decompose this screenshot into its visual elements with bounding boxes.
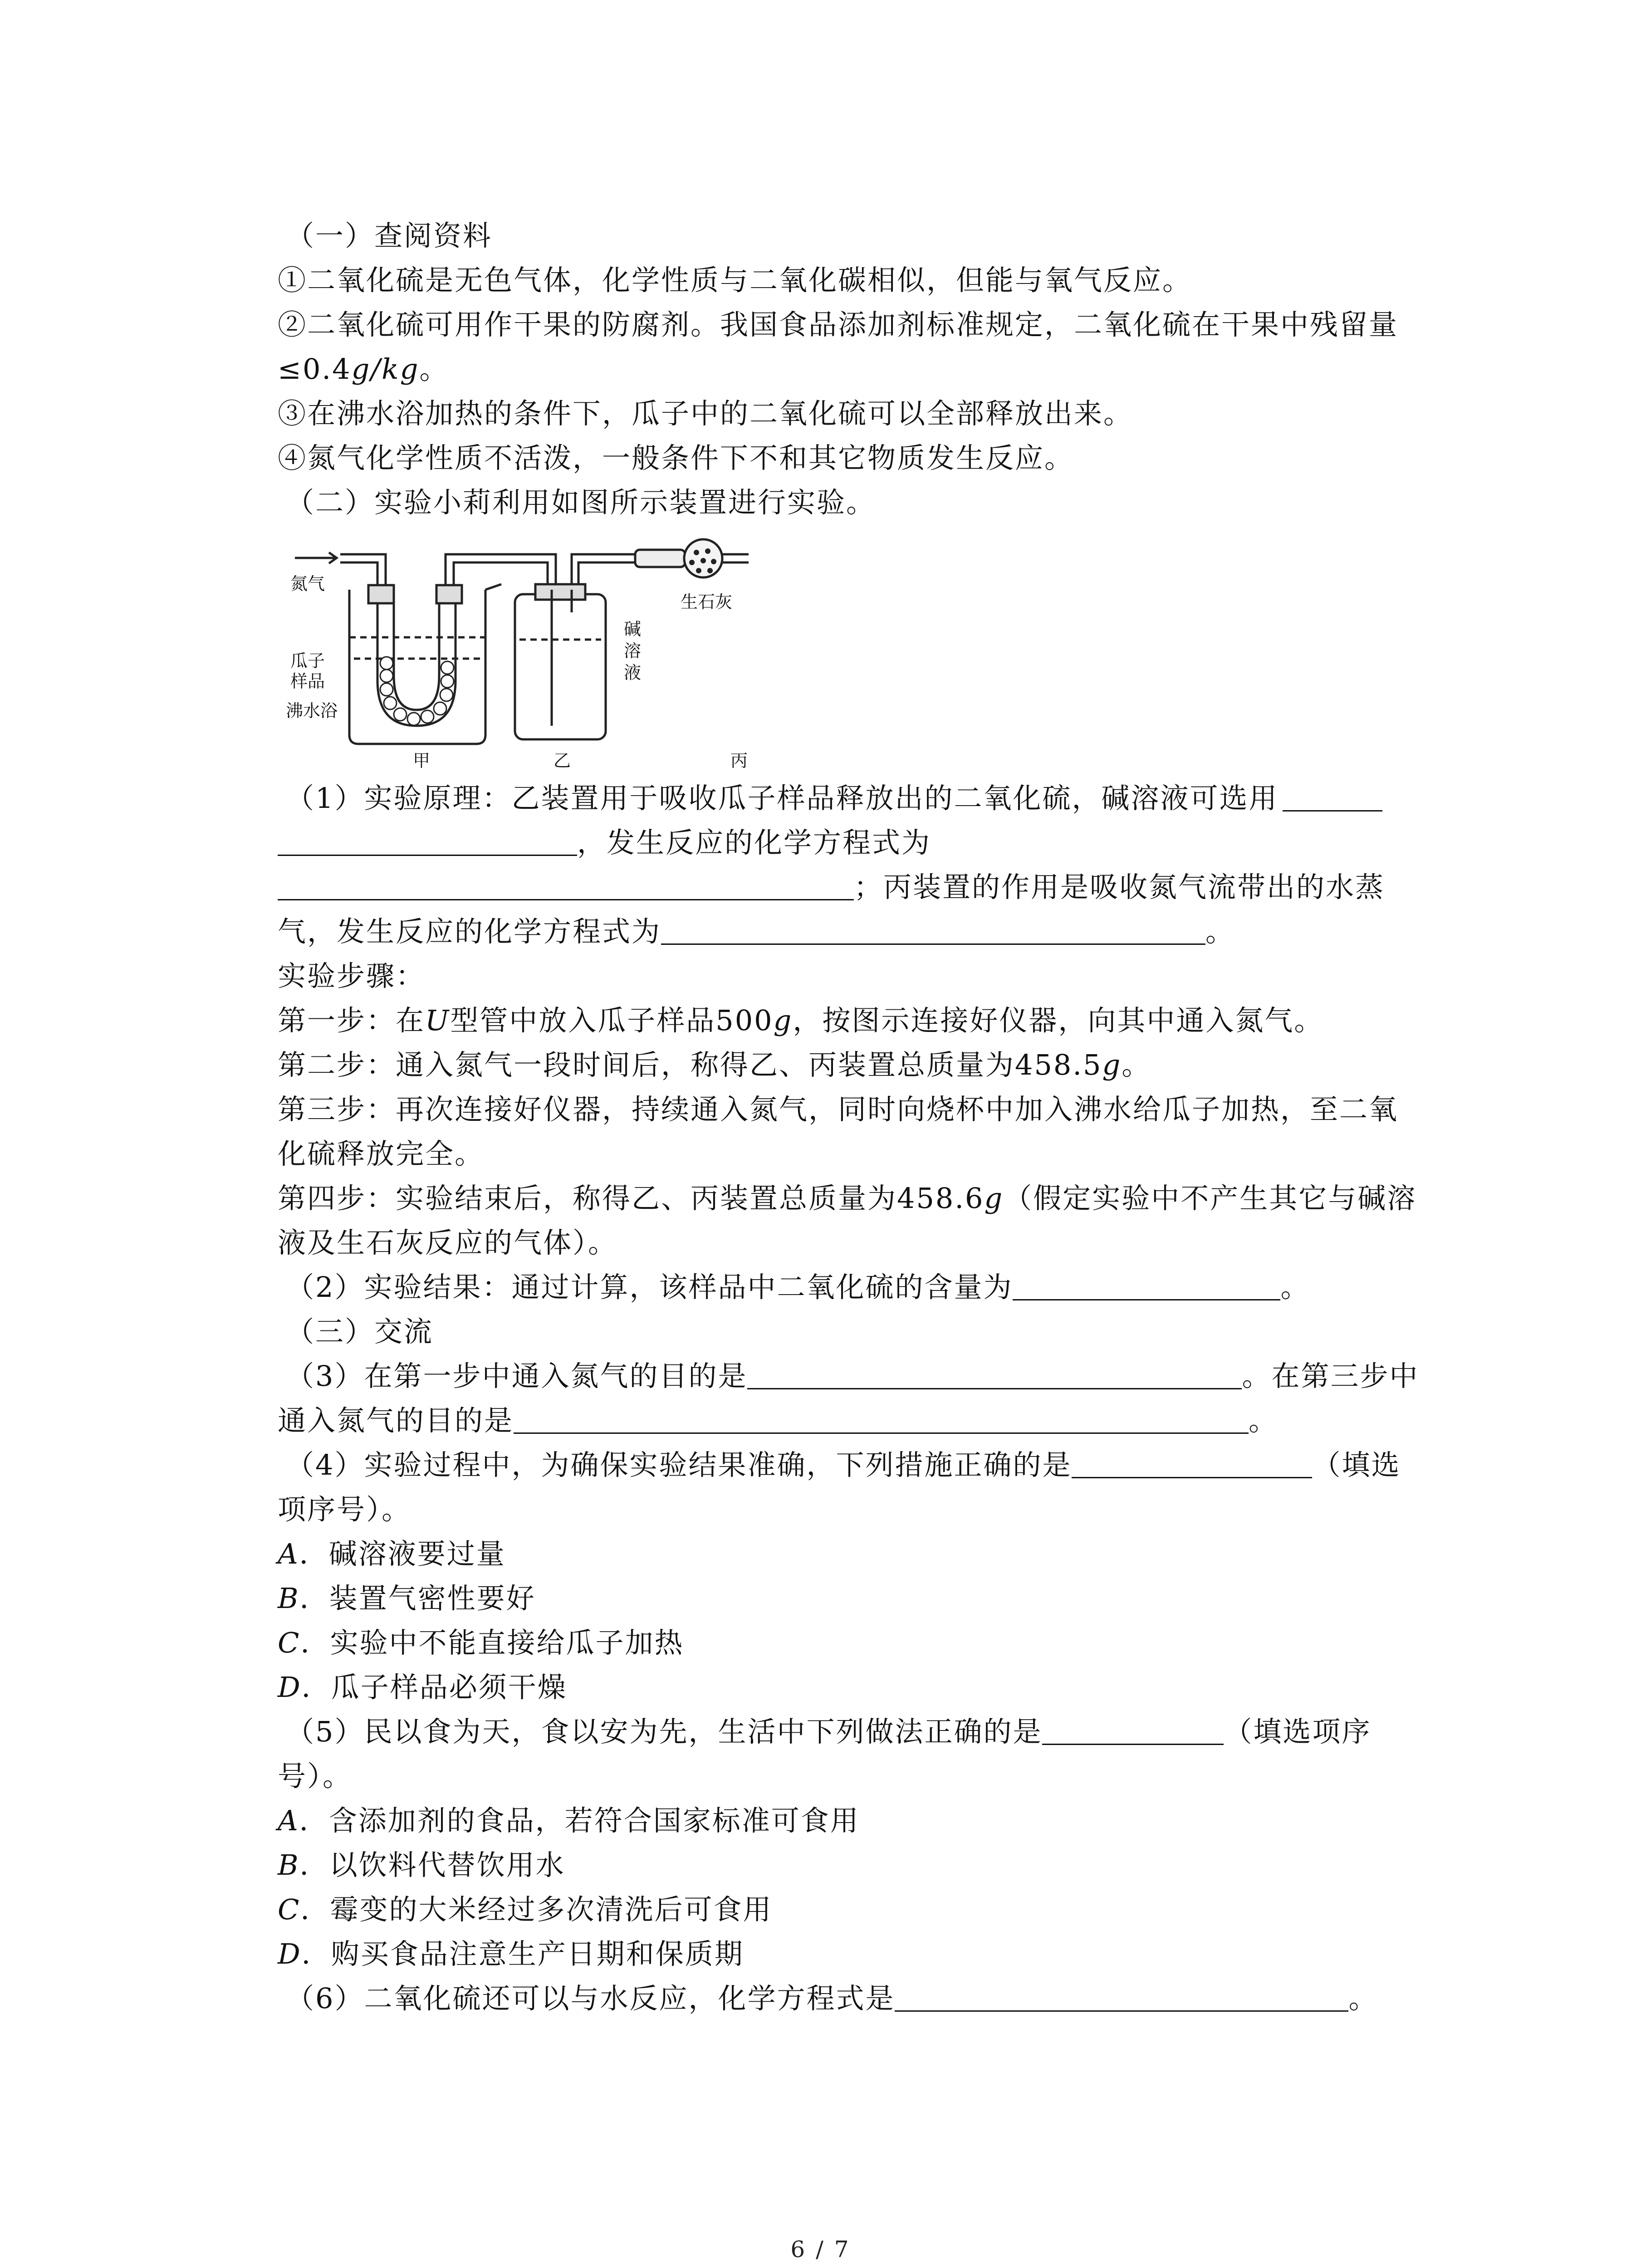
q3-line-2: 通入氮气的目的是 。 [278, 1404, 1279, 1437]
fact-2-line-1: ②二氧化硫可用作干果的防腐剂。我国食品添加剂标准规定，二氧化硫在干果中残留量 [278, 308, 1399, 341]
label-alkali-3: 液 [624, 663, 642, 683]
fact-4: ④氮气化学性质不活泼，一般条件下不和其它物质发生反应。 [278, 441, 1074, 474]
apparatus-diagram [281, 531, 826, 776]
label-alkali-2: 溶 [624, 641, 642, 661]
label-yi: 乙 [554, 751, 571, 771]
steps-title: 实验步骤： [278, 959, 426, 992]
q3-blank-2[interactable] [514, 1404, 1249, 1434]
step-4-line-2: 液及生石灰反应的气体）。 [278, 1226, 618, 1259]
q1-blank-equation-1[interactable] [278, 871, 854, 900]
section-heading-discussion: （三）交流 [286, 1315, 434, 1348]
q1-line-1: （1）实验原理：乙装置用于吸收瓜子样品释放出的二氧化硫，碱溶液可选用 [286, 780, 1382, 816]
q2-blank[interactable] [1013, 1271, 1280, 1300]
q3-blank-1[interactable] [747, 1360, 1242, 1389]
bottle-yi [515, 594, 606, 739]
drying-tube [635, 550, 685, 567]
q5-option-b: B．以饮料代替饮用水 [278, 1848, 565, 1882]
q1-line-3: ；丙装置的作用是吸收氮气流带出的水蒸 [278, 869, 1385, 905]
step-3-line-1: 第三步：再次连接好仪器，持续通入氮气，同时向烧杯中加入沸水给瓜子加热，至二氧 [278, 1093, 1399, 1126]
step-3-line-2: 化硫释放完全。 [278, 1137, 485, 1170]
q4-option-d: D．瓜子样品必须干燥 [278, 1671, 567, 1704]
q4-option-a: A．碱溶液要过量 [278, 1537, 506, 1570]
q1-blank-equation-2[interactable] [661, 915, 1205, 945]
q1-line-2: ，发生反应的化学方程式为 [278, 825, 931, 861]
q4-line-2: 项序号）。 [278, 1493, 411, 1526]
label-alkali-1: 碱 [624, 619, 642, 639]
page-number: 6 / 7 [790, 2236, 851, 2263]
fact-2-line-2: ≤0.4g/kg。 [278, 352, 449, 386]
q5-option-a: A．含添加剂的食品，若符合国家标准可食用 [278, 1804, 860, 1837]
q5-line-2: 号）。 [278, 1760, 353, 1793]
q6-blank[interactable] [895, 1982, 1348, 2012]
q1-blank-alkali-a[interactable] [1283, 782, 1382, 811]
label-quicklime: 生石灰 [681, 592, 733, 612]
section-heading-research: （一）查阅资料 [286, 219, 493, 252]
q1-blank-alkali-b[interactable] [278, 826, 577, 856]
step-1: 第一步：在U型管中放入瓜子样品500g，按图示连接好仪器，向其中通入氮气。 [278, 1004, 1324, 1037]
q5-blank[interactable] [1042, 1716, 1224, 1745]
q3-line-1: （3）在第一步中通入氮气的目的是 。在第三步中 [286, 1359, 1419, 1393]
fact-3: ③在沸水浴加热的条件下，瓜子中的二氧化硫可以全部释放出来。 [278, 397, 1133, 430]
label-nitrogen: 氮气 [290, 574, 325, 594]
label-jia: 甲 [413, 751, 431, 771]
q4-option-c: C．实验中不能直接给瓜子加热 [278, 1626, 684, 1659]
label-seed-sample-2: 样品 [290, 671, 325, 691]
q2-line: （2）实验结果：通过计算，该样品中二氧化硫的含量为 。 [286, 1271, 1310, 1304]
step-2: 第二步：通入氮气一段时间后，称得乙、丙装置总质量为458.5g。 [278, 1048, 1151, 1081]
q4-option-b: B．装置气密性要好 [278, 1582, 536, 1615]
label-boiling-bath: 沸水浴 [286, 701, 338, 721]
step-4-line-1: 第四步：实验结束后，称得乙、丙装置总质量为458.6g（假定实验中不产生其它与碱溶 [278, 1182, 1417, 1215]
q5-line-1: （5）民以食为天，食以安为先，生活中下列做法正确的是 （填选项序 [286, 1715, 1372, 1748]
label-bing: 丙 [730, 751, 748, 771]
fact-1: ①二氧化硫是无色气体，化学性质与二氧化碳相似，但能与氧气反应。 [278, 264, 1192, 297]
label-seed-sample-1: 瓜子 [290, 651, 325, 671]
q4-line-1: （4）实验过程中，为确保实验结果准确，下列措施正确的是 （填选 [286, 1448, 1401, 1481]
section-heading-experiment: （二）实验小莉利用如图所示装置进行实验。 [286, 486, 876, 519]
q6-line: （6）二氧化硫还可以与水反应，化学方程式是 。 [286, 1982, 1378, 2015]
q4-blank[interactable] [1072, 1449, 1312, 1478]
seed-sample-icon [380, 657, 454, 725]
q5-option-c: C．霉变的大米经过多次清洗后可食用 [278, 1893, 773, 1926]
q1-line-4: 气，发生反应的化学方程式为 。 [278, 915, 1235, 948]
q5-option-d: D．购买食品注意生产日期和保质期 [278, 1937, 744, 1970]
